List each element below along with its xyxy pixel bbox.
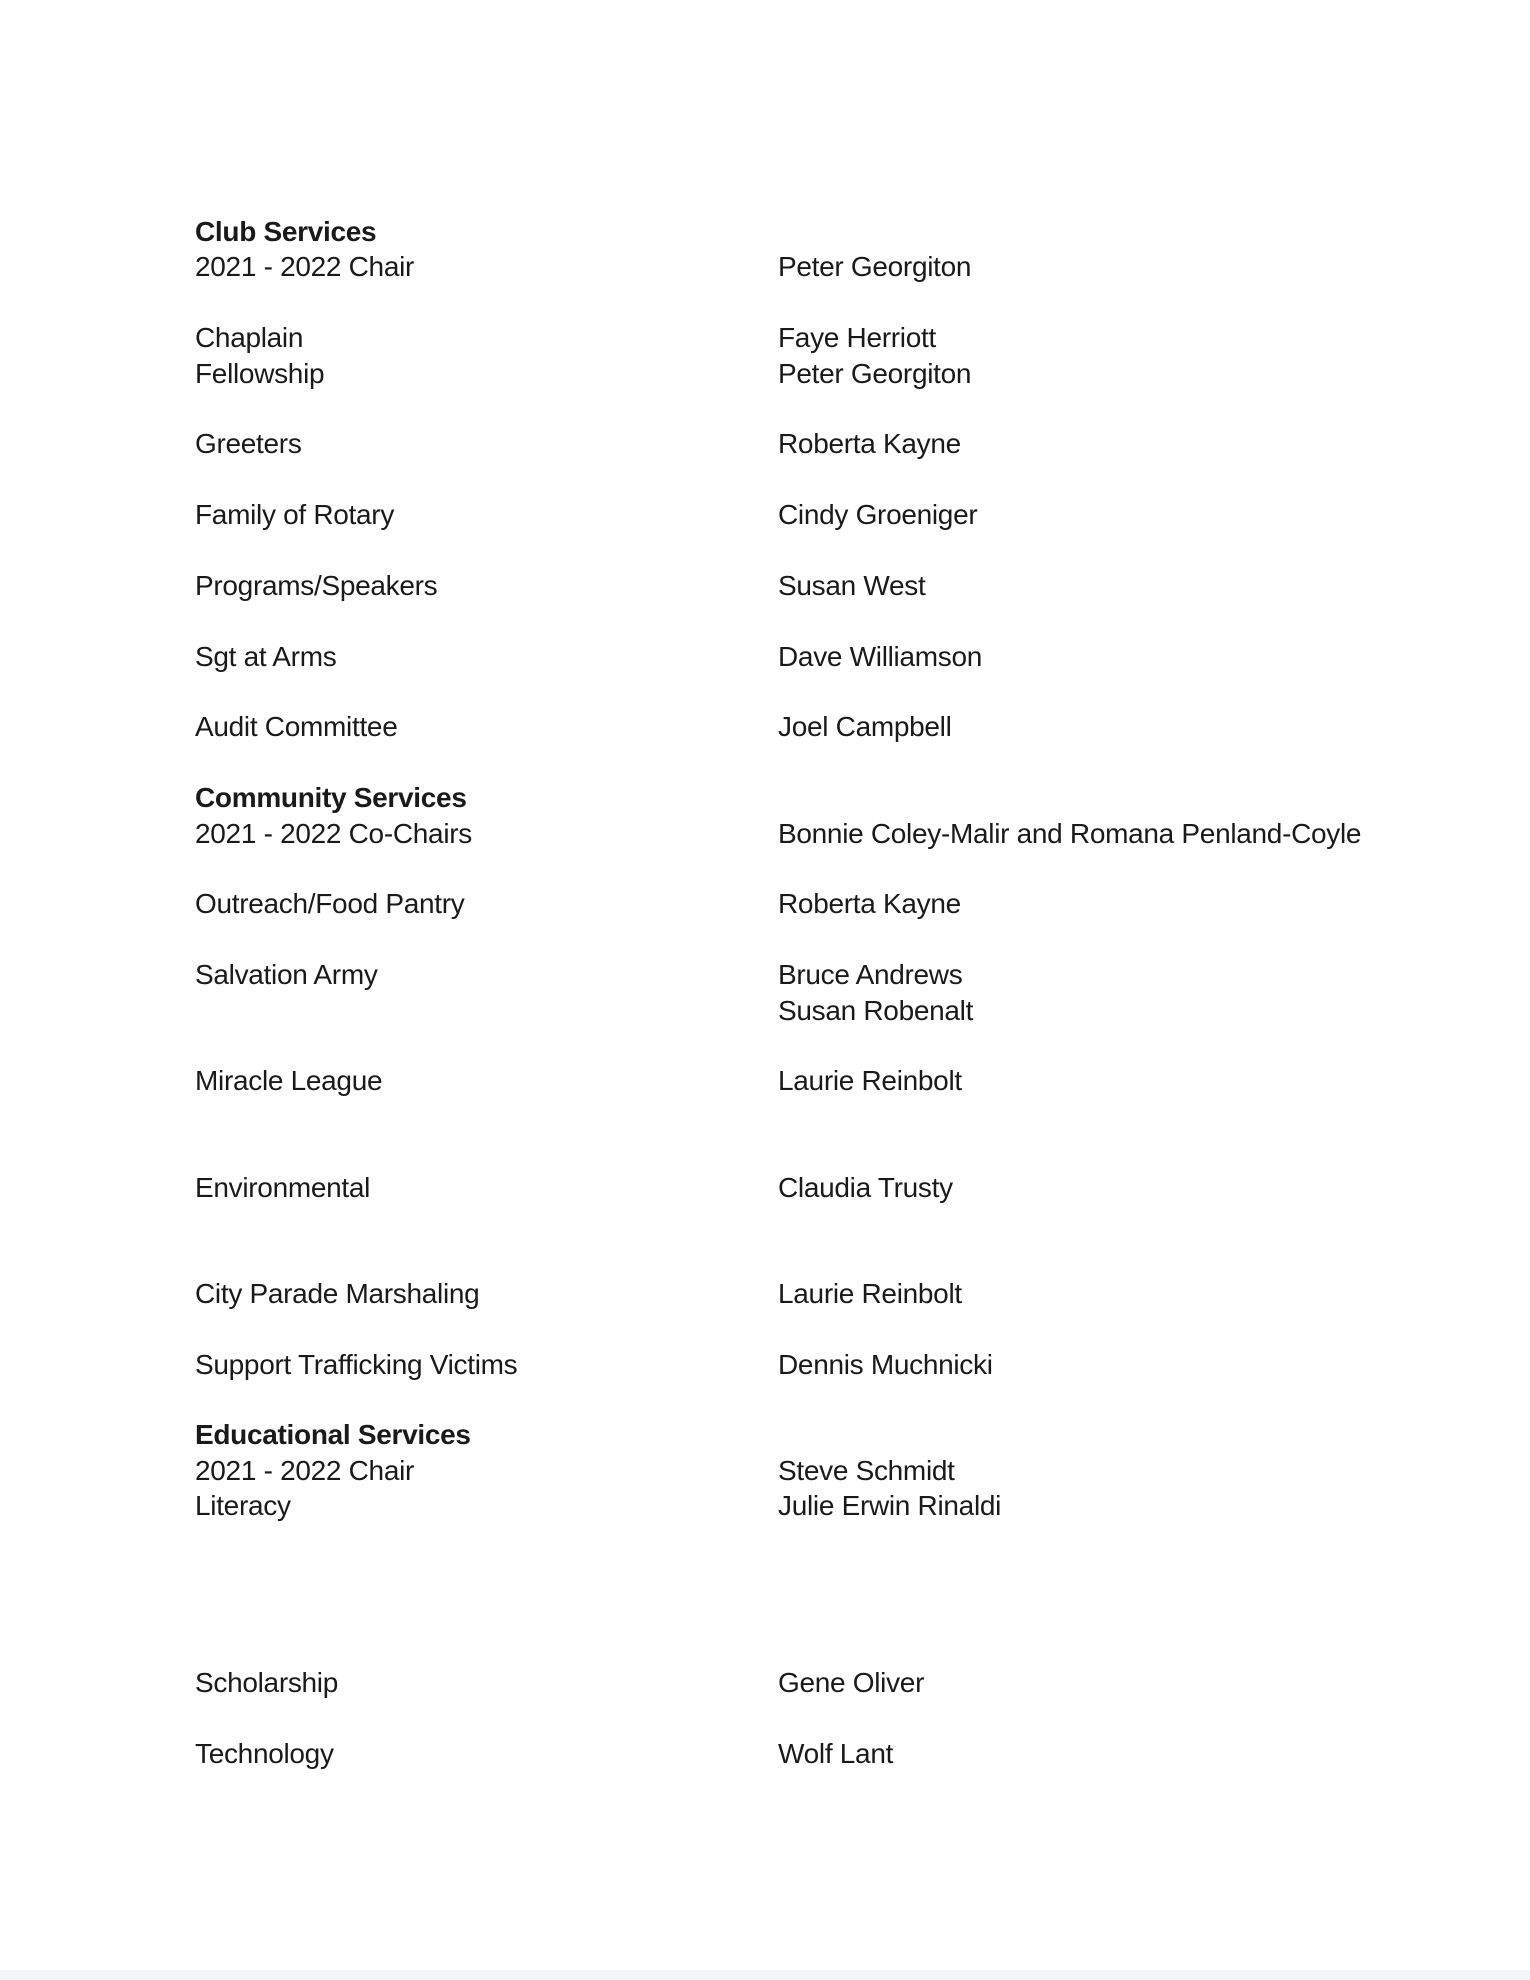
committee-row xyxy=(195,1063,1530,1098)
committee-role-label: 2021 - 2022 Chair xyxy=(195,1454,415,1486)
section-heading-text: Educational Services xyxy=(195,1419,471,1451)
committee-row xyxy=(195,957,1530,1028)
assignee-name: Dave Williamson xyxy=(778,640,982,672)
committee-role-label: Audit Committee xyxy=(195,711,398,743)
assignee-name: Laurie Reinbolt xyxy=(778,1277,962,1309)
committee-row xyxy=(195,320,1530,355)
committee-role-label: City Parade Marshaling xyxy=(195,1277,480,1309)
committee-roster xyxy=(195,214,1530,1771)
committee-row xyxy=(195,1453,1530,1488)
assignee-names xyxy=(778,709,1518,744)
committee-role-label: Outreach/Food Pantry xyxy=(195,888,465,920)
assignee-names xyxy=(778,426,1518,461)
page-bottom-edge xyxy=(0,1970,1530,1980)
committee-row xyxy=(195,356,1530,391)
committee-role-label: Literacy xyxy=(195,1490,291,1522)
committee-role-label: Miracle League xyxy=(195,1065,383,1097)
section-heading-text: Community Services xyxy=(195,782,467,814)
assignee-names xyxy=(778,1453,1518,1488)
assignee-names xyxy=(778,497,1518,532)
committee-role-label: Chaplain xyxy=(195,322,304,354)
assignee-name: Cindy Groeniger xyxy=(778,499,978,531)
assignee-name: Faye Herriott xyxy=(778,322,936,354)
assignee-name: Roberta Kayne xyxy=(778,428,961,460)
assignee-name: Steve Schmidt xyxy=(778,1454,955,1486)
section-heading-text: Club Services xyxy=(195,216,377,247)
assignee-names xyxy=(778,1488,1518,1523)
committee-role-label: Support Trafficking Victims xyxy=(195,1348,518,1380)
committee-role-label: Environmental xyxy=(195,1171,371,1203)
assignee-names xyxy=(778,816,1518,851)
assignee-names xyxy=(778,568,1518,603)
committee-row xyxy=(195,639,1530,674)
committee-row xyxy=(195,1736,1530,1771)
committee-role-label: 2021 - 2022 Co-Chairs xyxy=(195,817,472,849)
section-heading-community-services xyxy=(195,780,1530,815)
assignee-name: Bruce Andrews xyxy=(778,959,963,991)
assignee-name: Peter Georgiton xyxy=(778,251,972,283)
assignee-name: Gene Oliver xyxy=(778,1667,925,1699)
assignee-names xyxy=(778,356,1518,391)
committee-row xyxy=(195,497,1530,532)
committee-role-label: Technology xyxy=(195,1737,334,1769)
assignee-names xyxy=(778,1063,1518,1098)
assignee-name: Claudia Trusty xyxy=(778,1171,953,1203)
assignee-names xyxy=(778,1276,1518,1311)
assignee-name: Susan West xyxy=(778,569,926,601)
committee-role-label: 2021 - 2022 Chair xyxy=(195,251,415,283)
committee-role-label: Family of Rotary xyxy=(195,499,395,531)
section-heading-educational-services xyxy=(195,1417,1530,1452)
assignee-names xyxy=(778,957,1518,1028)
assignee-name: Laurie Reinbolt xyxy=(778,1065,962,1097)
assignee-name: Bonnie Coley-Malir and Romana Penland-Coyle xyxy=(778,817,1362,849)
assignee-names xyxy=(778,886,1518,921)
committee-role-label: Programs/Speakers xyxy=(195,569,438,601)
committee-role-label: Greeters xyxy=(195,428,302,460)
committee-role-label: Scholarship xyxy=(195,1667,339,1699)
assignee-names xyxy=(778,639,1518,674)
assignee-names xyxy=(778,320,1518,355)
committee-row xyxy=(195,886,1530,921)
committee-row xyxy=(195,426,1530,461)
committee-role-label: Fellowship xyxy=(195,357,325,389)
committee-row xyxy=(195,1170,1530,1205)
assignee-name: Peter Georgiton xyxy=(778,357,972,389)
assignee-name: Roberta Kayne xyxy=(778,888,961,920)
committee-row xyxy=(195,709,1530,744)
assignee-names xyxy=(778,249,1518,284)
committee-row xyxy=(195,249,1530,284)
assignee-name: Wolf Lant xyxy=(778,1737,894,1769)
committee-row xyxy=(195,1347,1530,1382)
committee-role-label: Salvation Army xyxy=(195,959,378,991)
assignee-names xyxy=(778,1170,1518,1205)
assignee-name: Joel Campbell xyxy=(778,711,952,743)
assignee-name: Susan Robenalt xyxy=(778,994,974,1026)
committee-row xyxy=(195,1276,1530,1311)
assignee-name: Dennis Muchnicki xyxy=(778,1348,993,1380)
assignee-names xyxy=(778,1347,1518,1382)
assignee-name: Julie Erwin Rinaldi xyxy=(778,1490,1002,1522)
section-heading-club-services xyxy=(195,214,1530,249)
committee-row xyxy=(195,1488,1530,1523)
assignee-names xyxy=(778,1665,1518,1700)
committee-row xyxy=(195,568,1530,603)
committee-row xyxy=(195,1665,1530,1700)
assignee-names xyxy=(778,1736,1518,1771)
committee-row xyxy=(195,816,1530,851)
committee-role-label: Sgt at Arms xyxy=(195,640,337,672)
